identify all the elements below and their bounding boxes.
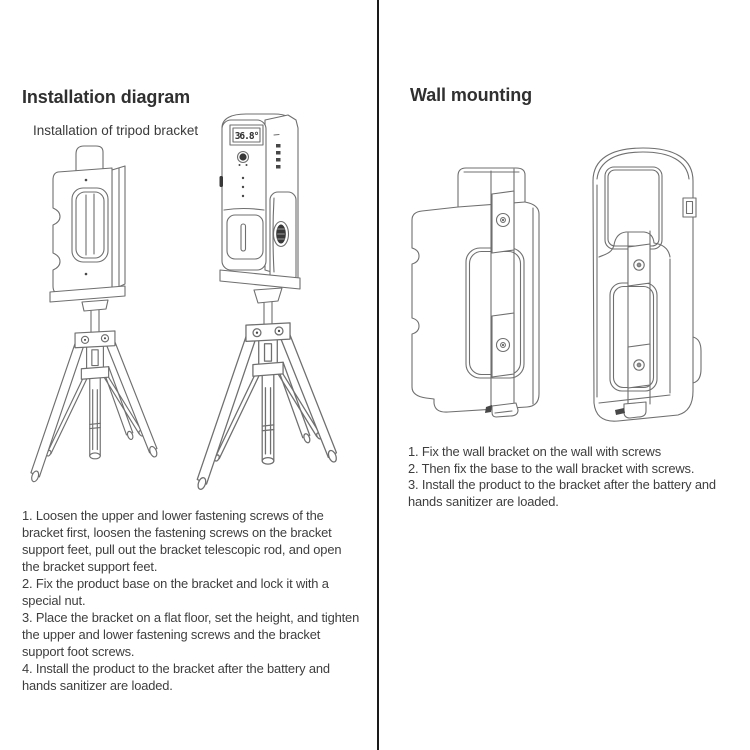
instruction-step: 3. Place the bracket on a flat floor, set the height, and tighten the upper and lower fastening screws and the bracket support foot screws. (22, 610, 360, 659)
side-port (683, 198, 696, 217)
left-section-title: Installation diagram (22, 87, 191, 107)
indicator-dot (242, 186, 244, 188)
bracket-side-arm (270, 192, 296, 284)
device-on-wall-bracket-illustration (566, 141, 714, 431)
device-on-tripod-illustration (190, 112, 355, 502)
indicator-dot (242, 177, 244, 179)
tripod-bracket-illustration (20, 142, 180, 487)
wall-bracket-illustration (406, 156, 554, 438)
side-button (220, 176, 224, 187)
back-panel (605, 167, 662, 249)
temperature-readout: 36.8° (234, 131, 259, 142)
instruction-step: 4. Install the product to the bracket after the battery and hands sanitizer are loaded. (22, 661, 330, 693)
tripod-stand (30, 331, 158, 483)
section-divider (377, 0, 379, 750)
indicator-dot (242, 195, 244, 197)
wall-instructions (408, 444, 726, 510)
instruction-step: 3. Install the product to the bracket after the battery and hands sanitizer are loaded. (408, 477, 716, 509)
bracket-cradle (50, 146, 125, 311)
side-hook (693, 337, 701, 383)
instruction-step: 1. Fix the wall bracket on the wall with screws (408, 444, 662, 459)
tripod-stand (197, 323, 338, 490)
screw-dot-top (85, 179, 88, 182)
tripod-instructions (22, 507, 360, 694)
tripod-leg-left (31, 340, 85, 477)
tripod-subtitle: Installation of tripod bracket (33, 123, 199, 138)
instruction-step: 2. Then fix the base to the wall bracket with screws. (408, 460, 695, 476)
screw-dot-bottom (85, 273, 88, 276)
instruction-step: 1. Loosen the upper and lower fastening screws of the bracket first, loosen the fastening screws on the bracket support feet, pull out the bracket telescopic rod, and open the bracket support feet. (22, 508, 342, 574)
right-section-title: Wall mounting (410, 85, 533, 105)
device-front (222, 120, 266, 270)
instruction-step: 2. Fix the product base on the bracket and lock it with a special nut. (22, 576, 329, 608)
tripod-leg-left (197, 333, 256, 484)
